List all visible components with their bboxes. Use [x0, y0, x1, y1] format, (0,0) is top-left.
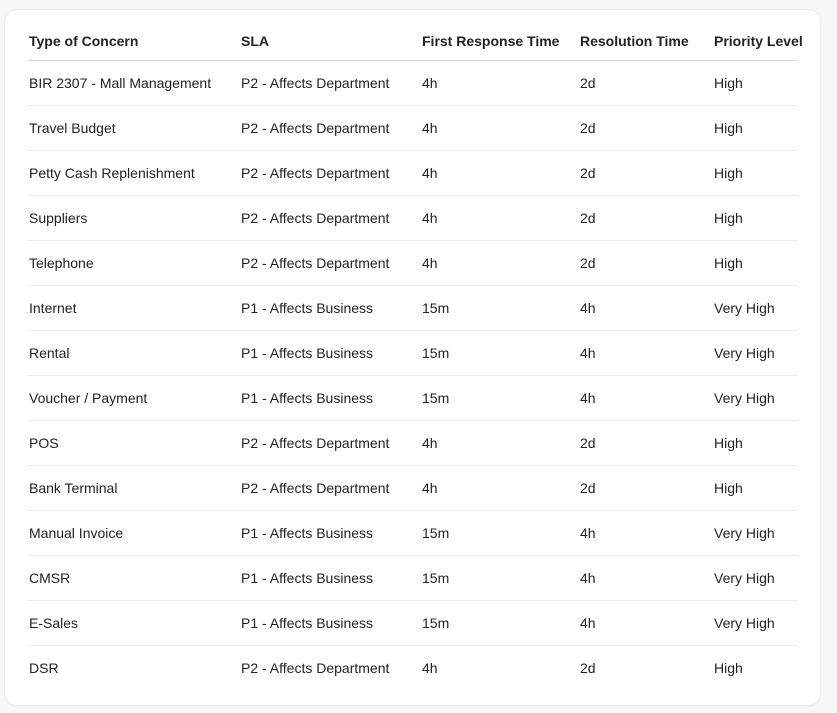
column-header-resolution-time: Resolution Time: [579, 22, 713, 61]
cell-resolution-time: 2d: [579, 241, 713, 286]
cell-first-response-time: 4h: [421, 466, 579, 511]
cell-first-response-time: 15m: [421, 511, 579, 556]
cell-resolution-time: 2d: [579, 466, 713, 511]
cell-priority-level: High: [713, 241, 798, 286]
table-row: [28, 286, 798, 331]
cell-priority-level: Very High: [713, 556, 798, 601]
cell-type-of-concern: DSR: [29, 660, 59, 676]
cell-sla: P2 - Affects Department: [240, 466, 421, 511]
cell-type-of-concern: Telephone: [28, 241, 240, 286]
table-row: [28, 151, 798, 196]
cell-priority-level: Very High: [713, 331, 798, 376]
cell-sla: P2 - Affects Department: [240, 106, 421, 151]
table-row: [28, 601, 798, 646]
cell-resolution-time: 4h: [579, 511, 713, 556]
cell-first-response-time: 15m: [421, 601, 579, 646]
table-body: [28, 61, 798, 691]
cell-resolution-time: 2d: [579, 421, 713, 466]
cell-sla: P1 - Affects Business: [240, 376, 421, 421]
cell-sla: P1 - Affects Business: [240, 286, 421, 331]
sla-table-card: [5, 10, 820, 705]
cell-type-of-concern: Voucher / Payment: [28, 376, 240, 421]
cell-priority-level: Very High: [713, 601, 798, 646]
table-row: [28, 466, 798, 511]
cell-resolution-time: 4h: [579, 601, 713, 646]
table-row: [28, 511, 798, 556]
table-row: [28, 556, 798, 601]
cell-first-response-time: 4h: [421, 151, 579, 196]
table-row: [28, 646, 798, 691]
cell-priority-level: High: [713, 106, 798, 151]
cell-type-of-concern: E-Sales: [28, 601, 240, 646]
table-row: [28, 61, 798, 106]
cell-first-response-time: 15m: [421, 286, 579, 331]
column-header-first-response-time: First Response Time: [421, 22, 579, 61]
column-header-type-of-concern: Type of Concern: [28, 22, 240, 61]
table-row: [28, 241, 798, 286]
header-row: [28, 22, 798, 61]
cell-sla: P1 - Affects Business: [240, 601, 421, 646]
cell-sla: P2 - Affects Department: [240, 421, 421, 466]
cell-type-of-concern: Suppliers: [28, 196, 240, 241]
cell-resolution-time: 4h: [579, 286, 713, 331]
cell-resolution-time: 2d: [579, 61, 713, 106]
cell-resolution-time: 2d: [579, 151, 713, 196]
cell-type-of-concern: Travel Budget: [28, 106, 240, 151]
table-header: [28, 22, 803, 61]
cell-first-response-time: 4h: [421, 421, 579, 466]
cell-priority-level: High: [713, 466, 798, 511]
sla-table: [28, 22, 803, 690]
cell-first-response-time: 4h: [421, 196, 579, 241]
cell-priority-level: High: [713, 151, 798, 196]
cell-sla: P2 - Affects Department: [240, 61, 421, 106]
cell-sla: P2 - Affects Department: [241, 660, 390, 676]
cell-type-of-concern: Manual Invoice: [28, 511, 240, 556]
table-row: [28, 421, 798, 466]
cell-priority-level: High: [713, 421, 798, 466]
column-header-sla: SLA: [240, 22, 421, 61]
cell-priority-level: High: [713, 61, 798, 106]
cell-first-response-time: 4h: [421, 241, 579, 286]
cell-priority-level: High: [713, 196, 798, 241]
cell-type-of-concern: CMSR: [28, 556, 240, 601]
cell-sla: P1 - Affects Business: [240, 556, 421, 601]
cell-resolution-time: 2d: [580, 660, 596, 676]
cell-resolution-time: 4h: [579, 331, 713, 376]
table-row: [28, 196, 798, 241]
cell-type-of-concern: Petty Cash Replenishment: [28, 151, 240, 196]
cell-first-response-time: 4h: [421, 61, 579, 106]
cell-resolution-time: 2d: [579, 106, 713, 151]
cell-type-of-concern: Bank Terminal: [28, 466, 240, 511]
cell-sla: P1 - Affects Business: [240, 511, 421, 556]
table-row: [28, 331, 798, 376]
cell-first-response-time: 4h: [421, 106, 579, 151]
cell-first-response-time: 4h: [422, 660, 438, 676]
cell-sla: P2 - Affects Department: [240, 196, 421, 241]
table-row: [28, 106, 798, 151]
cell-sla: P2 - Affects Department: [240, 241, 421, 286]
cell-priority-level: Very High: [713, 511, 798, 556]
cell-sla: P2 - Affects Department: [240, 151, 421, 196]
cell-first-response-time: 15m: [421, 556, 579, 601]
cell-priority-level: High: [714, 660, 743, 676]
cell-type-of-concern: POS: [28, 421, 240, 466]
cell-resolution-time: 2d: [579, 196, 713, 241]
cell-resolution-time: 4h: [579, 556, 713, 601]
cell-type-of-concern: Internet: [28, 286, 240, 331]
cell-priority-level: Very High: [713, 286, 798, 331]
column-header-priority-level: Priority Level: [713, 22, 798, 61]
cell-priority-level: Very High: [713, 376, 798, 421]
cell-first-response-time: 15m: [421, 376, 579, 421]
cell-sla: P1 - Affects Business: [240, 331, 421, 376]
table-row: [28, 376, 798, 421]
cell-first-response-time: 15m: [421, 331, 579, 376]
cell-type-of-concern: Rental: [28, 331, 240, 376]
cell-resolution-time: 4h: [579, 376, 713, 421]
cell-type-of-concern: BIR 2307 - Mall Management: [28, 61, 240, 106]
